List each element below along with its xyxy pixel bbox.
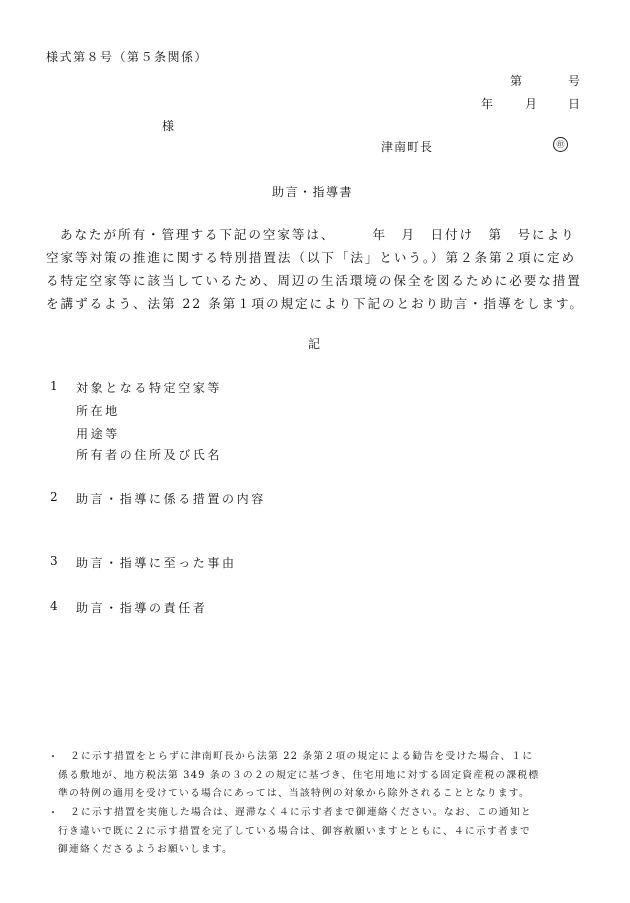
item-label: 助言・指導に至った事由 [76, 556, 237, 570]
note-line: 準の特例の適用を受けている場合にあっては、当該特例の対象から除外されることとなります。 [58, 788, 530, 799]
ki-heading: 記 [308, 337, 321, 351]
form-number: 様式第８号（第５条関係） [46, 50, 209, 64]
item-sub-location: 所在地 [76, 404, 120, 418]
note-line: ２に示す措置を実施した場合は、遅滞なく４に示す者まで御連絡ください。なお、この通知と [70, 807, 532, 818]
item-number: 4 [50, 599, 58, 613]
note-bullet: ・ [48, 752, 58, 763]
date-year: 年 [481, 97, 494, 111]
note-bullet: ・ [48, 808, 58, 819]
item-sub-usage: 用途等 [76, 427, 120, 441]
note-line: 御連絡くださるようお願いします。 [58, 844, 234, 855]
body-line: る特定空家等に該当しているため、周辺の生活環境の保全を図るために必要な措置 [46, 273, 582, 288]
note-line: ２に示す措置をとらずに津南町長から法第 22 条第２項の規定による勧告を受けた場合、１に [70, 751, 534, 762]
date-month: 月 [525, 97, 538, 111]
item-sub-owner: 所有者の住所及び氏名 [76, 448, 223, 462]
body-line: を講ずるよう、法第 22 条第１項の規定により下記のとおり助言・指導をします。 [46, 296, 584, 311]
item-number: 2 [50, 490, 58, 504]
item-label: 対象となる特定空家等 [76, 381, 223, 395]
item-label: 助言・指導の責任者 [76, 601, 208, 615]
item-label: 助言・指導に係る措置の内容 [76, 492, 266, 506]
addressee-suffix: 様 [162, 119, 175, 133]
note-line: 行き違いで既に２に示す措置を完了している場合は、御容赦願いますとともに、４に示す者まで [58, 826, 531, 837]
seal-mark: ㊞ [553, 137, 568, 152]
body-line: 空家等対策の推進に関する特別措置法（以下「法」という。）第２条第２項に定め [46, 250, 576, 265]
body-line: あなたが所有・管理する下記の空家等は、 年 月 日付け 第 号により [60, 227, 576, 242]
doc-number-prefix: 第 [510, 74, 523, 88]
doc-number-suffix: 号 [568, 74, 581, 88]
sender-name: 津南町長 [381, 140, 434, 154]
item-number: 1 [50, 379, 58, 393]
document-title: 助言・指導書 [272, 185, 354, 199]
item-number: 3 [50, 554, 58, 568]
date-day: 日 [568, 97, 581, 111]
note-line: 係る敷地が、地方税法第 349 条の３の２の規定に基づき、住宅用地に対する固定資産税の課税標 [58, 770, 540, 781]
